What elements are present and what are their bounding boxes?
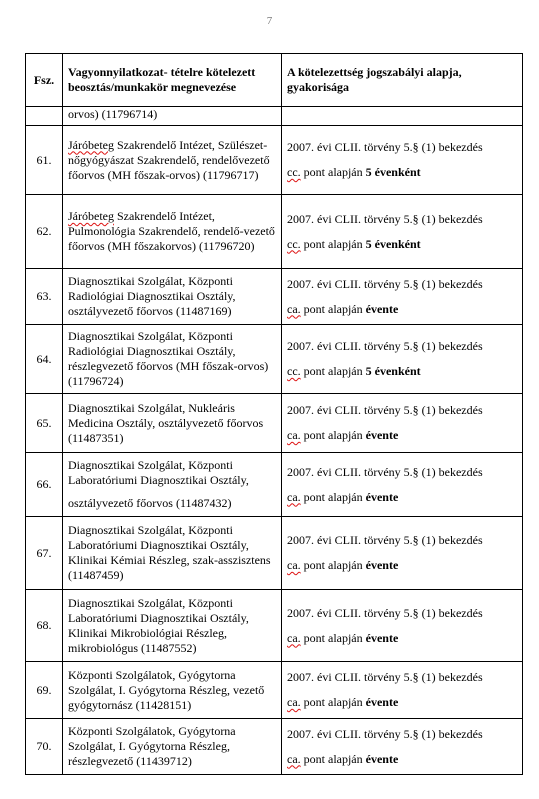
- row-num: 66.: [26, 453, 63, 517]
- table-row: [26, 517, 523, 590]
- row-legal-code: cc.: [287, 165, 301, 179]
- table-row: [26, 394, 523, 453]
- row-legal-a: 2007. évi CLII. törvény 5.§ (1) bekezdés: [287, 403, 483, 417]
- row-position: [63, 590, 282, 662]
- row-num: 62.: [26, 195, 63, 269]
- row-legal-frequency: évente: [365, 695, 399, 709]
- header-legal: A kötelezettség jogszabályi alapja, gyakorisága: [282, 54, 523, 107]
- row-legal-frequency: évente: [365, 428, 399, 442]
- row-legal-mid: pont alapján: [300, 165, 366, 179]
- table-row: [26, 195, 523, 269]
- row-position: [63, 325, 282, 394]
- table-row: [26, 662, 523, 719]
- row-legal-mid: pont alapján: [300, 364, 366, 378]
- row-position-b: Diagnosztikai Szolgálat, Központi Radiológiai Diagnosztikai Osztály, osztályvezető főorvos (11487169): [68, 274, 236, 318]
- table-row: [26, 453, 523, 517]
- row-position-b: Központi Szolgálatok, Gyógytorna Szolgálat, I. Gyógytorna Részleg, vezető gyógytornász (11428151): [68, 667, 265, 712]
- row-legal-a: 2007. évi CLII. törvény 5.§ (1) bekezdés: [287, 670, 483, 684]
- row-position-b: Diagnosztikai Szolgálat, Központi Laboratóriumi Diagnosztikai Osztály,: [68, 458, 249, 487]
- table-row: [26, 590, 523, 662]
- row-position-b: Diagnosztikai Szolgálat, Központi Laboratóriumi Diagnosztikai Osztály, Klinikai Kémiai Részleg, szak-asszisztens (11487459): [68, 523, 271, 582]
- row-legal: [282, 719, 523, 775]
- row-legal-code: ca.: [287, 558, 301, 572]
- row-position-b: Diagnosztikai Szolgálat, Központi Laboratóriumi Diagnosztikai Osztály, Klinikai Mikrobiológiai Részleg, mikrobiológus (11487552): [68, 595, 249, 655]
- row-legal: [282, 590, 523, 662]
- row-legal-code: ca.: [287, 301, 301, 316]
- row-position-b: Szakrendelő Intézet, Szülészet-nőgyógyászat Szakrendelő, rendelővezető főorvos (MH főszak-orvos) (11796717): [68, 137, 270, 182]
- page-number: 7: [266, 15, 273, 27]
- row-legal-mid: pont alapján: [300, 751, 366, 766]
- row-num: 64.: [26, 325, 63, 394]
- row-legal-frequency: évente: [365, 301, 399, 316]
- row-legal-frequency: évente: [365, 630, 399, 645]
- row-legal-mid: pont alapján: [300, 301, 366, 316]
- table-header-row: [26, 54, 523, 107]
- row-legal-code: ca.: [287, 751, 301, 766]
- row-position: [63, 517, 282, 590]
- row-legal-code: ca.: [287, 428, 301, 442]
- row-num: 63.: [26, 269, 63, 325]
- row-legal-a: 2007. évi CLII. törvény 5.§ (1) bekezdés: [287, 605, 483, 620]
- table-row: [26, 126, 523, 195]
- row-num: 70.: [26, 719, 63, 775]
- row-position-c: osztályvezető főorvos (11487432): [68, 496, 232, 510]
- row-legal-frequency: évente: [365, 558, 399, 572]
- row-position: [63, 394, 282, 453]
- row-legal: [282, 269, 523, 325]
- row-num: 67.: [26, 517, 63, 590]
- row-num: 65.: [26, 394, 63, 453]
- row-num: 68.: [26, 590, 63, 662]
- row-position: [63, 662, 282, 719]
- row-legal-a: 2007. évi CLII. törvény 5.§ (1) bekezdés: [287, 464, 483, 479]
- table-row-continuation: [26, 107, 523, 126]
- row-legal: [282, 453, 523, 517]
- row-legal-a: 2007. évi CLII. törvény 5.§ (1) bekezdés: [287, 726, 483, 741]
- row-legal: [282, 107, 523, 126]
- row-legal-mid: pont alapján: [300, 236, 366, 251]
- obligation-table: [25, 53, 523, 775]
- row-legal: [282, 325, 523, 394]
- row-legal: [282, 517, 523, 590]
- row-num: 61.: [26, 126, 63, 195]
- row-legal-frequency: 5 évenként: [365, 364, 421, 378]
- row-legal-code: cc.: [287, 236, 301, 251]
- row-legal-code: ca.: [287, 695, 301, 709]
- row-legal-frequency: évente: [365, 751, 399, 766]
- row-position-a: Járóbeteg: [68, 209, 114, 223]
- row-legal-a: 2007. évi CLII. törvény 5.§ (1) bekezdés: [287, 140, 483, 154]
- row-legal-code: ca.: [287, 489, 301, 504]
- row-legal-frequency: évente: [365, 489, 399, 504]
- row-position-b: Központi Szolgálatok, Gyógytorna Szolgálat, I. Gyógytorna Részleg, részlegvezető (11439712): [68, 724, 236, 768]
- row-legal-mid: pont alapján: [300, 695, 366, 709]
- header-position: Vagyonnyilatkozat- tételre kötelezett beosztás/munkakör megnevezése: [63, 54, 282, 107]
- table-row: [26, 719, 523, 775]
- row-legal-mid: pont alapján: [300, 489, 366, 504]
- row-position: [63, 126, 282, 195]
- row-legal-mid: pont alapján: [300, 630, 366, 645]
- row-legal: [282, 126, 523, 195]
- row-legal-a: 2007. évi CLII. törvény 5.§ (1) bekezdés: [287, 276, 483, 291]
- row-legal: [282, 662, 523, 719]
- table-row: [26, 325, 523, 394]
- header-num: Fsz.: [26, 54, 63, 107]
- row-position-b: Diagnosztikai Szolgálat, Központi Radiológiai Diagnosztikai Osztály, részlegvezető főorvos (MH főszak-orvos) (11796724): [68, 329, 269, 388]
- row-legal-code: ca.: [287, 630, 301, 645]
- row-position-b: Diagnosztikai Szolgálat, Nukleáris Medicina Osztály, osztályvezető főorvos (11487351): [68, 400, 264, 445]
- row-legal-a: 2007. évi CLII. törvény 5.§ (1) bekezdés: [287, 533, 483, 547]
- row-position: [63, 269, 282, 325]
- row-num: [26, 107, 63, 126]
- row-legal-a: 2007. évi CLII. törvény 5.§ (1) bekezdés: [287, 339, 483, 353]
- row-position: [63, 195, 282, 269]
- row-position-a: Járóbeteg: [68, 137, 114, 152]
- row-legal-frequency: 5 évenként: [365, 236, 421, 251]
- row-legal-mid: pont alapján: [300, 428, 366, 442]
- row-legal-a: 2007. évi CLII. törvény 5.§ (1) bekezdés: [287, 211, 483, 226]
- table-row: [26, 269, 523, 325]
- row-position: orvos) (11796714): [63, 107, 282, 126]
- row-position-b: Szakrendelő Intézet, Pulmonológia Szakrendelő, rendelő-vezető főorvos (MH főszakorvos) (11796720): [68, 209, 275, 253]
- row-legal-mid: pont alapján: [300, 558, 366, 572]
- row-legal: [282, 195, 523, 269]
- row-position: [63, 719, 282, 775]
- row-legal-frequency: 5 évenként: [365, 165, 421, 179]
- row-position: [63, 453, 282, 517]
- row-num: 69.: [26, 662, 63, 719]
- row-legal: [282, 394, 523, 453]
- row-legal-code: cc.: [287, 364, 301, 378]
